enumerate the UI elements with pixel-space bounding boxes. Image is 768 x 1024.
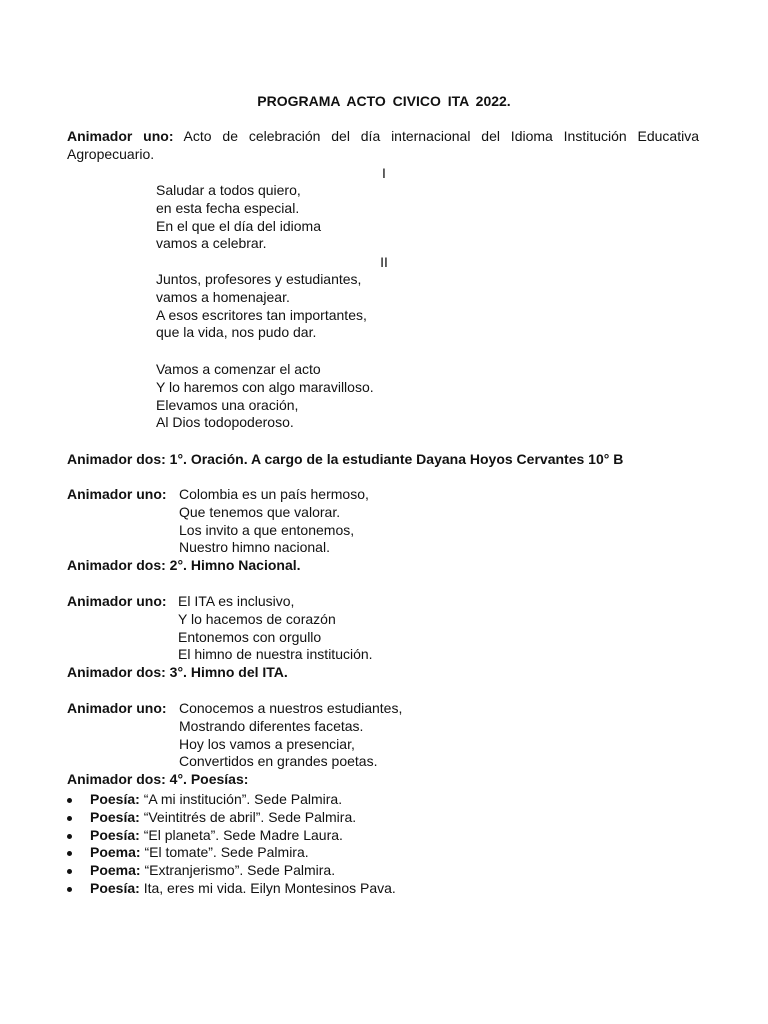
program-item-3: Animador dos: 3°. Himno del ITA.: [67, 664, 288, 680]
poem-line: A esos escritores tan importantes,: [156, 306, 367, 323]
verse-line: Y lo hacemos de corazón: [178, 610, 336, 627]
poem-line: Vamos a comenzar el acto: [156, 361, 321, 377]
bullet-icon: [67, 851, 72, 856]
verse-line: El himno de nuestra institución.: [178, 646, 373, 663]
poem-stanza-1: [156, 182, 321, 253]
program-item-4: Animador dos: 4°. Poesías:: [67, 771, 249, 787]
verse-line: Que tenemos que valorar.: [179, 503, 341, 520]
list-item-label: Poesía:: [90, 791, 140, 807]
intro-text: Acto de celebración del día internacional del Idioma Institución Educativa Agropecuario.: [67, 128, 700, 162]
bullet-icon: [67, 869, 72, 874]
list-item: [67, 844, 396, 862]
verse-line: El ITA es inclusivo,: [178, 593, 295, 609]
list-item-text: “Extranjerismo”. Sede Palmira.: [140, 862, 336, 879]
list-item: [67, 862, 396, 880]
section2-speaker: Animador uno:: [67, 486, 167, 502]
section4-speaker: Animador uno:: [67, 700, 167, 716]
verse-line: Colombia es un país hermoso,: [179, 486, 369, 502]
verse-line: Los invito a que entonemos,: [179, 521, 355, 538]
section4-verse: [179, 700, 402, 771]
poem-line: que la vida, nos pudo dar.: [156, 324, 317, 341]
poem-line: Elevamos una oración,: [156, 396, 299, 413]
intro-paragraph: [67, 128, 699, 164]
bullet-icon: [67, 887, 72, 892]
document-title: PROGRAMA ACTO CIVICO ITA 2022.: [257, 93, 511, 109]
section3-verse: [178, 593, 373, 664]
bullet-icon: [67, 816, 72, 821]
list-item-label: Poesía:: [90, 808, 140, 825]
verse-line: Convertidos en grandes poetas.: [179, 753, 378, 770]
poem-line: Juntos, profesores y estudiantes,: [156, 271, 362, 287]
poem-line: Y lo haremos con algo maravilloso.: [156, 378, 374, 395]
roman-numeral-2: II: [380, 254, 388, 270]
list-item-text: “Veintitrés de abril”. Sede Palmira.: [139, 808, 357, 825]
verse-line: Hoy los vamos a presenciar,: [179, 735, 355, 752]
list-item-text: “El planeta”. Sede Madre Laura.: [139, 826, 343, 843]
bullet-icon: [67, 834, 72, 839]
list-item: [67, 827, 396, 845]
section3-speaker: Animador uno:: [67, 593, 167, 609]
list-item-text: Ita, eres mi vida. Eilyn Montesinos Pava.: [139, 879, 396, 896]
poem-stanza-2: [156, 271, 367, 342]
verse-line: Conocemos a nuestros estudiantes,: [179, 700, 403, 716]
poem-line: Saludar a todos quiero,: [156, 182, 301, 198]
bullet-icon: [67, 798, 72, 803]
list-item: [67, 880, 396, 898]
verse-line: Nuestro himno nacional.: [179, 539, 330, 556]
intro-speaker: Animador uno:: [67, 128, 174, 144]
poem-line: en esta fecha especial.: [156, 199, 300, 216]
program-item-2: Animador dos: 2°. Himno Nacional.: [67, 557, 301, 573]
verse-line: Mostrando diferentes facetas.: [179, 717, 364, 734]
poem-line: vamos a homenajear.: [156, 288, 290, 305]
list-item-label: Poesía:: [90, 879, 140, 896]
poem-line: Al Dios todopoderoso.: [156, 414, 294, 431]
list-item-label: Poema:: [90, 844, 141, 861]
list-item-label: Poesía:: [90, 826, 140, 843]
poem-stanza-3: [156, 361, 374, 432]
section2-verse: [179, 486, 369, 557]
list-item: [67, 791, 396, 809]
poetry-list: [67, 791, 396, 898]
roman-numeral-1: I: [382, 165, 386, 181]
list-item-text: “A mi institución”. Sede Palmira.: [139, 791, 343, 807]
list-item: [67, 809, 396, 827]
list-item-text: “El tomate”. Sede Palmira.: [140, 844, 309, 861]
list-item-label: Poema:: [90, 862, 141, 879]
poem-line: En el que el día del idioma: [156, 217, 321, 234]
poem-line: vamos a celebrar.: [156, 235, 267, 252]
program-item-1: Animador dos: 1°. Oración. A cargo de la estudiante Dayana Hoyos Cervantes 10° B: [67, 451, 624, 467]
verse-line: Entonemos con orgullo: [178, 628, 322, 645]
